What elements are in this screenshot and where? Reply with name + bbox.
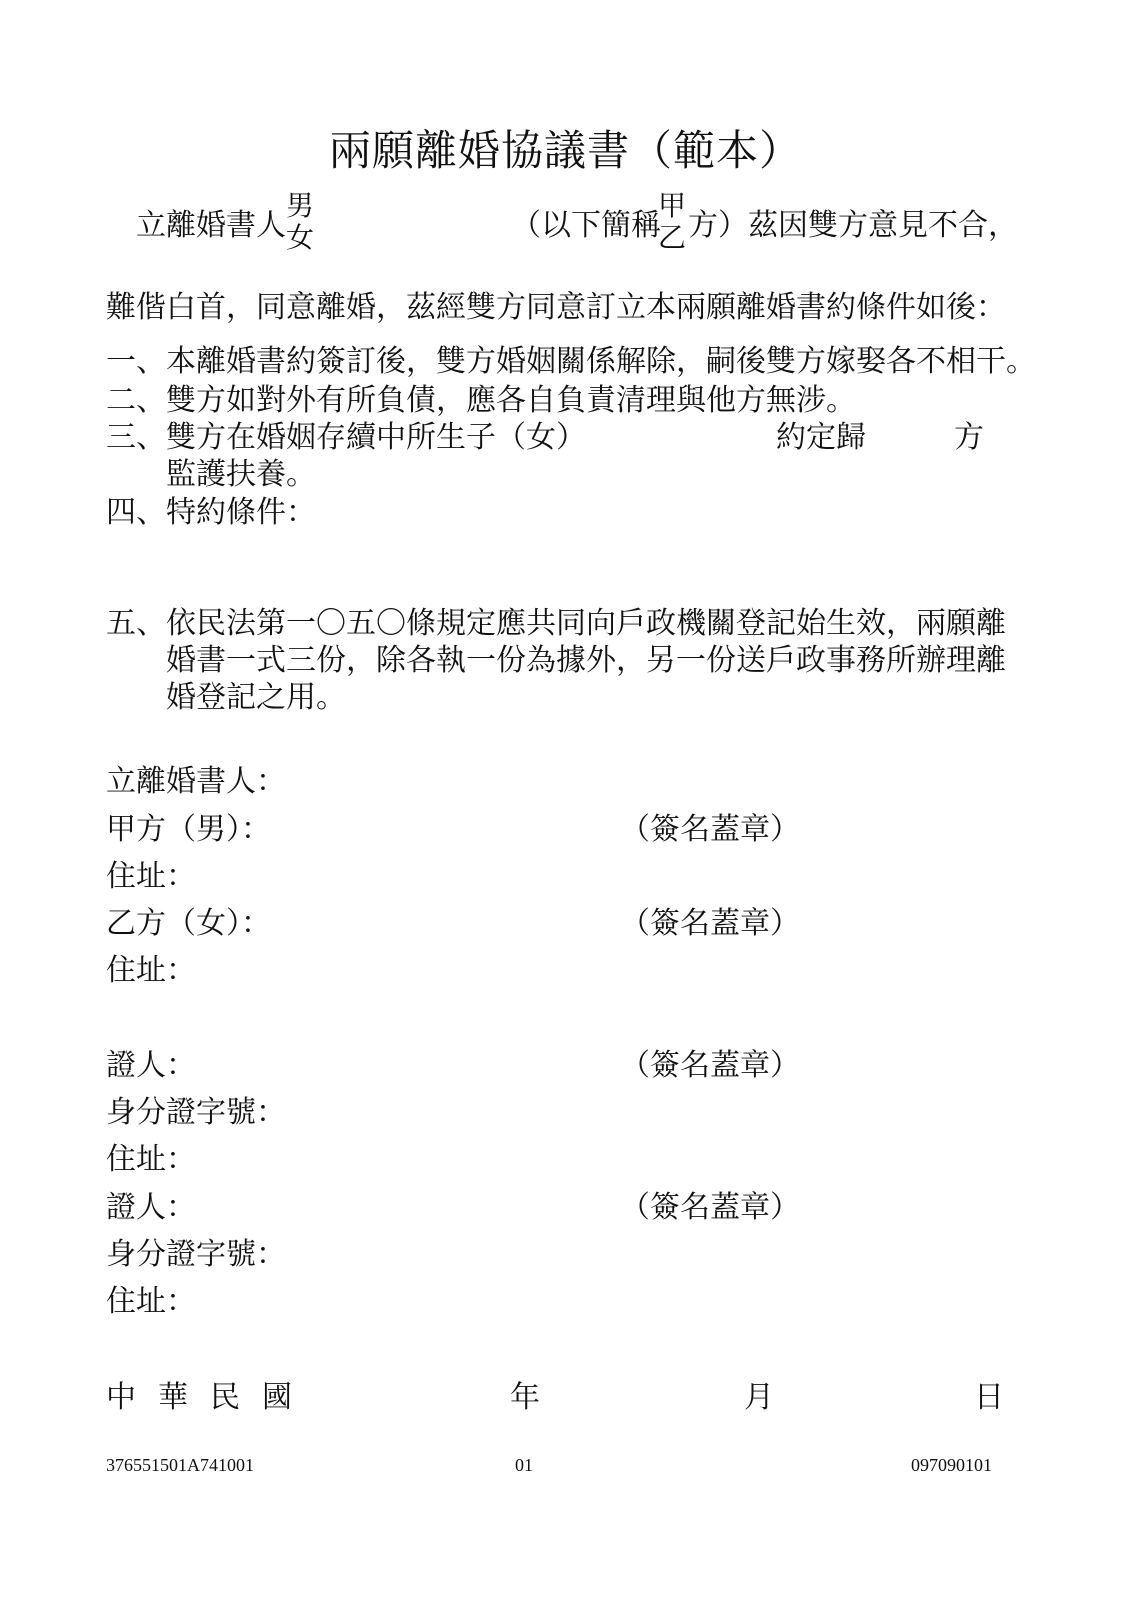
witness-2-label: 證人： (106, 1190, 196, 1225)
witness-2-sign-seal: （簽名蓋章） (620, 1190, 800, 1225)
intro-prefix: 立離婚書人 (136, 208, 286, 243)
clause-2: 二、雙方如對外有所負債，應各自負責清理與他方無涉。 (106, 383, 856, 418)
party-b-address: 住址： (106, 953, 196, 988)
party-a-label: 甲方（男）： (106, 812, 271, 847)
witness-1-label: 證人： (106, 1048, 196, 1083)
footer-form-code: 376551501A741001 (106, 1455, 254, 1475)
witness-2-address: 住址： (106, 1284, 196, 1319)
witness-1-address: 住址： (106, 1142, 196, 1177)
clause-1: 一、本離婚書約簽訂後，雙方婚姻關係解除，嗣後雙方嫁娶各不相干。 (106, 344, 1036, 379)
party-a-sign-seal: （簽名蓋章） (620, 812, 800, 847)
party-stack (656, 190, 688, 254)
date-year: 年 (510, 1380, 540, 1415)
party-a-address: 住址： (106, 859, 196, 894)
clause-3-line-2: 監護扶養。 (166, 457, 316, 492)
gender-female: 女 (285, 221, 314, 254)
party-b-sign-seal: （簽名蓋章） (620, 906, 800, 941)
party-b-label: 乙方（女）： (106, 906, 271, 941)
witness-2-id: 身分證字號： (106, 1237, 286, 1272)
clause-3-party: 方 (954, 420, 984, 455)
clause-3-custody: 約定歸 (776, 420, 866, 455)
signatories-header: 立離婚書人： (106, 764, 286, 799)
clause-4: 四、特約條件： (106, 495, 316, 530)
intro-abbrev-prefix: （以下簡稱 (511, 208, 661, 243)
date-day: 日 (974, 1380, 1004, 1415)
document-title: 兩願離婚協議書（範本） (328, 126, 802, 175)
gender-male: 男 (285, 189, 314, 222)
clause-3-text: 三、雙方在婚姻存續中所生子（女） (106, 420, 586, 455)
date-month: 月 (744, 1380, 774, 1415)
party-a-char: 甲 (657, 189, 686, 222)
footer-page-number: 01 (515, 1455, 533, 1475)
clause-5-line-2: 婚書一式三份，除各執一份為據外，另一份送戶政事務所辦理離 (166, 643, 1006, 678)
date-era: 中華民國 (106, 1380, 314, 1415)
intro-abbrev-suffix: 方）茲因雙方意見不合， (688, 208, 1018, 243)
footer-version-code: 097090101 (911, 1455, 992, 1475)
party-b-char: 乙 (657, 221, 686, 254)
clause-5-line-1: 五、依民法第一〇五〇條規定應共同向戶政機關登記始生效，兩願離 (106, 606, 1006, 641)
intro-line-2: 難偕白首，同意離婚，茲經雙方同意訂立本兩願離婚書約條件如後： (106, 290, 1006, 325)
gender-stack (284, 190, 316, 254)
witness-1-sign-seal: （簽名蓋章） (620, 1048, 800, 1083)
clause-5-line-3: 婚登記之用。 (166, 680, 346, 715)
witness-1-id: 身分證字號： (106, 1095, 286, 1130)
